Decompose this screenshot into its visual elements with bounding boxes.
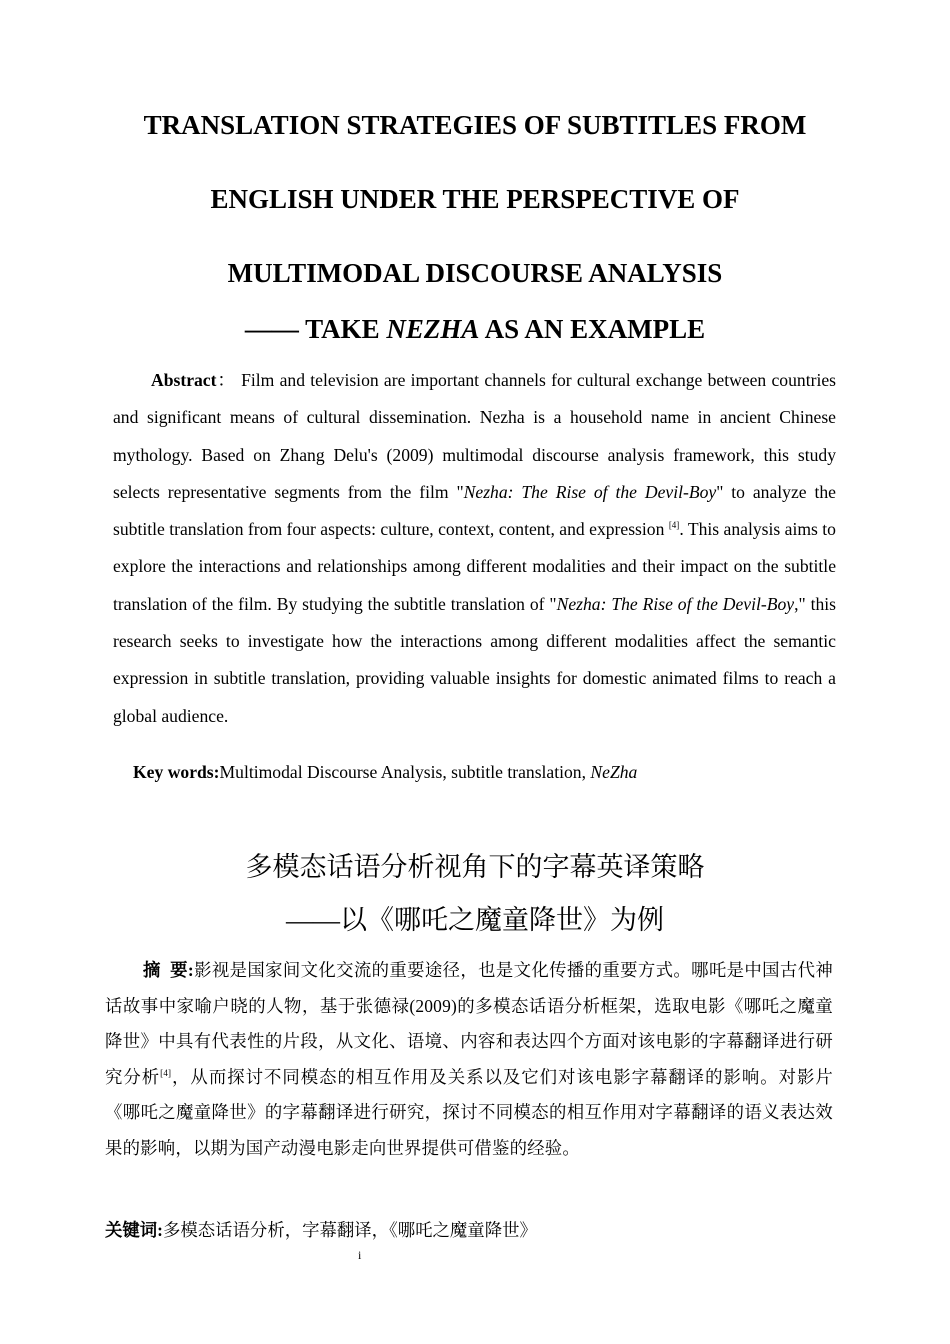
- page-number: i: [358, 1248, 362, 1262]
- chinese-keywords-text: 多模态话语分析，字幕翻译，《哪吒之魔童降世》: [162, 1220, 537, 1240]
- abstract-text: ," this research seeks to investigate how the interactions among different modalities affect the semantic expression in subtitle translation, providing valuable insights for domestic animated films to reach a global audience.: [113, 593, 836, 726]
- citation: [4]: [668, 520, 680, 531]
- film-title: Nezha: The Rise of the Devil-Boy: [556, 593, 795, 614]
- subtitle-film: NEZHA: [386, 314, 480, 344]
- title-line-1: TRANSLATION STRATEGIES OF SUBTITLES FROM: [143, 110, 807, 140]
- abstract-label: Abstract: [151, 370, 217, 390]
- chinese-abstract: [105, 953, 833, 1166]
- chinese-keywords-label: 关键词:: [105, 1220, 163, 1240]
- abstract-text: . This analysis aims to explore the interactions and relationships among different modalities and their impact on the subtitle translation of the film. By studying the subtitle translation of ": [113, 519, 836, 614]
- abstract-text: Film and television are important channels for cultural exchange between countries and significant means of cultural dissemination. Nezha is a household name in ancient Chinese mythology. Based on Zhang Delu's (2009) multimodal discourse analysis framework, this study selects representative segments from the film ": [113, 370, 836, 502]
- citation: [4]: [160, 1067, 172, 1078]
- chinese-abstract-text: ，从而探讨不同模态的相互作用及关系以及它们对该电影字幕翻译的影响。对影片《哪吒之魔童降世》的字幕翻译进行研究，探讨不同模态的相互作用对字幕翻译的语义表达效果的影响，以期为国产动漫电影走向世界提供可借鉴的经验。: [105, 1066, 833, 1158]
- chinese-subtitle: ——以《哪吒之魔童降世》为例: [286, 905, 664, 935]
- chinese-title: 多模态话语分析视角下的字幕英译策略: [245, 852, 705, 882]
- chinese-keywords: [105, 1216, 537, 1241]
- chinese-abstract-text: 影视是国家间文化交流的重要途径，也是文化传播的重要方式。哪吒是中国古代神话故事中家喻户晓的人物，基于张德禄(2009)的多模态话语分析框架，选取电影《哪吒之魔童降世》中具有代表性的片段，从文化、语境、内容和表达四个方面对该电影的字幕翻译进行研究分析: [105, 960, 833, 1087]
- title-line-2: ENGLISH UNDER THE PERSPECTIVE OF: [210, 184, 740, 214]
- subtitle-suffix: AS AN EXAMPLE: [479, 314, 706, 344]
- keywords-label: Key words:: [133, 762, 220, 782]
- english-keywords: [133, 762, 637, 783]
- abstract-text: " to analyze the subtitle translation from four aspects: culture, context, content, and expression: [113, 481, 836, 540]
- subtitle: [0, 314, 950, 345]
- title-line-3: MULTIMODAL DISCOURSE ANALYSIS: [227, 258, 723, 288]
- english-abstract: [113, 362, 836, 735]
- keyword-nezha: NeZha: [590, 762, 638, 782]
- film-title: Nezha: The Rise of the Devil-Boy: [463, 481, 717, 502]
- abstract-colon: ：: [216, 370, 236, 390]
- subtitle-prefix: —— TAKE: [244, 314, 387, 344]
- keywords-text: Multimodal Discourse Analysis, subtitle translation,: [219, 762, 591, 782]
- chinese-abstract-label: 摘 要:: [143, 960, 194, 980]
